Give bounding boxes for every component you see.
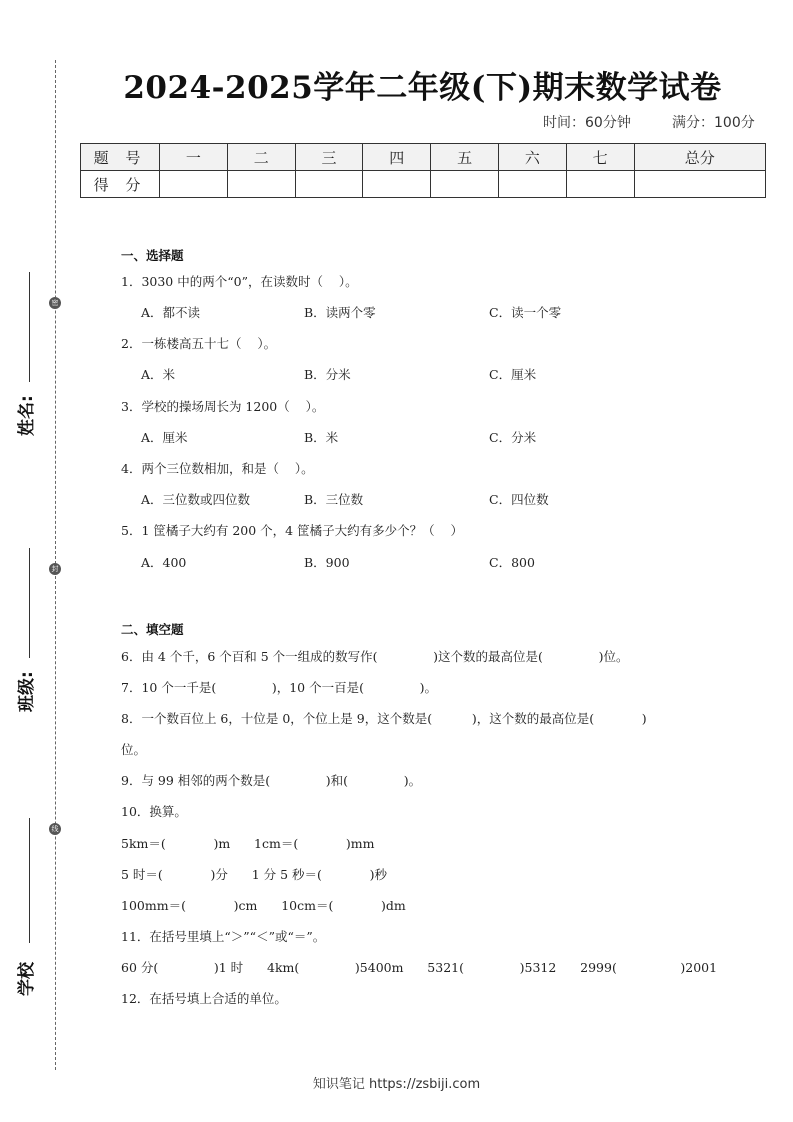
score-col-7: 七 [566,144,634,171]
score-cell-3[interactable] [295,171,363,198]
question-8: 8．一个数百位上 6，十位是 0，个位上是 9，这个数是( )，这个数的最高位是( ) [121,711,647,726]
name-label: 姓名: [17,395,37,436]
class-label: 班级: [17,671,37,712]
question-9: 9．与 99 相邻的两个数是( )和( )。 [121,773,422,788]
score-col-6: 六 [498,144,566,171]
question-7: 7．10 个一千是( )，10 个一百是( )。 [121,680,437,695]
score-col-1: 一 [160,144,228,171]
q5-option-a[interactable]: A．400 [141,555,187,570]
seal-mark-mi: 密 [49,297,61,309]
question-11: 11．在括号里填上“＞”“＜”或“＝”。 [121,929,326,944]
question-5: 5．1 筐橘子大约有 200 个，4 筐橘子大约有多少个？（ ） [121,523,464,538]
q2-option-a[interactable]: A．米 [141,367,176,382]
footer-watermark: 知识笔记 https://zsbiji.com [312,1077,481,1092]
question-1: 1．3030 中的两个“0”，在读数时（ ）。 [121,274,358,289]
score-cell-total[interactable] [634,171,765,198]
section-choice-heading: 一、选择题 [121,248,184,263]
question-10: 10．换算。 [121,804,187,819]
question-2: 2．一栋楼高五十七（ ）。 [121,336,277,351]
question-4: 4．两个三位数相加，和是（ ）。 [121,461,314,476]
comparison-row: 60 分( )1 时 4km( )5400m 5321( )5312 2999( )2001 [121,960,718,975]
class-write-line[interactable] [29,548,30,658]
score-table [80,143,766,198]
q5-option-b[interactable]: B．900 [304,555,350,570]
score-col-2: 二 [227,144,295,171]
question-3: 3．学校的操场周长为 1200（ ）。 [121,399,325,414]
exam-title: 2024-2025学年二年级(下)期末数学试卷 [123,70,722,106]
school-write-line[interactable] [29,818,30,943]
exam-full-score: 满分：100分 [672,115,755,131]
score-value-row [81,171,766,198]
q2-option-b[interactable]: B．分米 [304,367,351,382]
score-header-label: 题 号 [81,144,160,171]
score-cell-4[interactable] [363,171,431,198]
q1-option-b[interactable]: B．读两个零 [304,305,376,320]
question-8-continued: 位。 [121,742,147,757]
score-col-5: 五 [431,144,499,171]
q4-option-a[interactable]: A．三位数或四位数 [141,492,251,507]
score-col-total: 总分 [634,144,765,171]
score-cell-2[interactable] [227,171,295,198]
q1-option-a[interactable]: A．都不读 [141,305,201,320]
name-write-line[interactable] [29,272,30,382]
score-cell-7[interactable] [566,171,634,198]
question-6: 6．由 4 个千，6 个百和 5 个一组成的数写作( )这个数的最高位是( )位。 [121,649,629,664]
score-cell-5[interactable] [431,171,499,198]
score-cell-6[interactable] [498,171,566,198]
q5-option-c[interactable]: C．800 [489,555,535,570]
score-col-3: 三 [295,144,363,171]
q3-option-a[interactable]: A．厘米 [141,430,188,445]
seal-mark-xian: 线 [49,823,61,835]
school-label: 学校 [17,962,37,996]
score-cell-1[interactable] [160,171,228,198]
score-row-label: 得 分 [81,171,160,198]
q3-option-c[interactable]: C．分米 [489,430,537,445]
conversion-row-3: 100mm＝( )cm 10cm＝( )dm [121,898,406,913]
question-12: 12．在括号填上合适的单位。 [121,991,287,1006]
section-fill-heading: 二、填空题 [121,622,184,637]
q3-option-b[interactable]: B．米 [304,430,339,445]
q1-option-c[interactable]: C．读一个零 [489,305,562,320]
exam-time: 时间：60分钟 [543,115,631,131]
q2-option-c[interactable]: C．厘米 [489,367,537,382]
conversion-row-1: 5km＝( )m 1cm＝( )mm [121,836,375,851]
q4-option-c[interactable]: C．四位数 [489,492,549,507]
q4-option-b[interactable]: B．三位数 [304,492,364,507]
seal-mark-feng: 封 [49,563,61,575]
score-col-4: 四 [363,144,431,171]
score-header-row [81,144,766,171]
conversion-row-2: 5 时＝( )分 1 分 5 秒＝( )秒 [121,867,387,882]
